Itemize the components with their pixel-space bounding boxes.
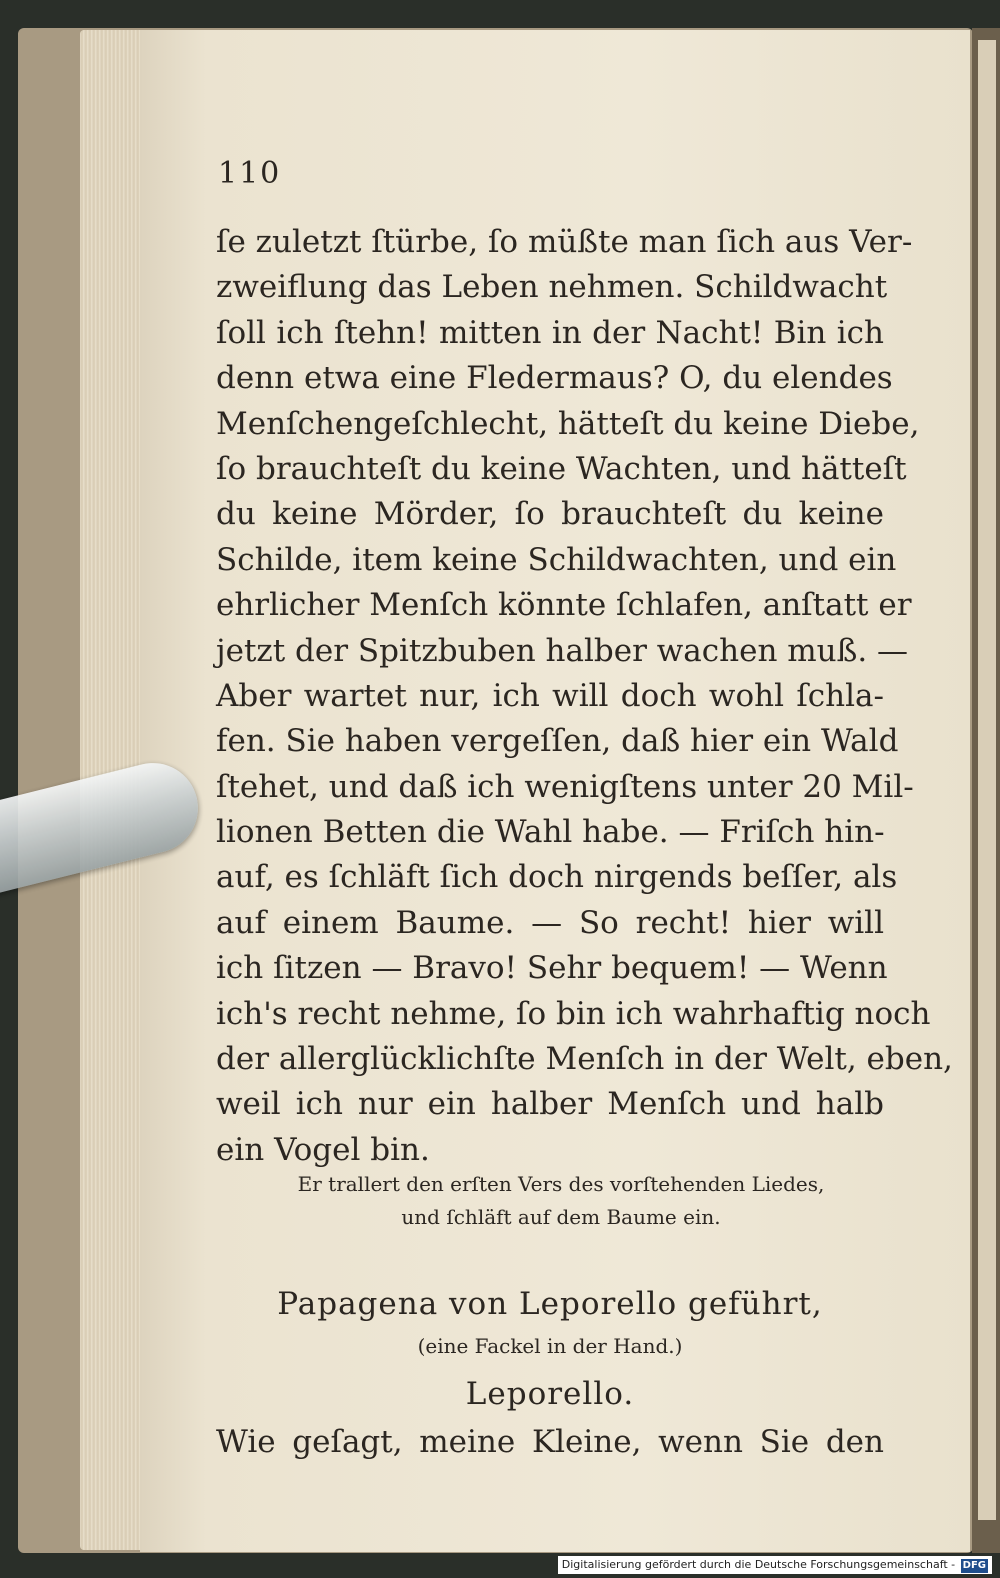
text-line: jetzt der Spitzbuben halber wachen muß. — xyxy=(216,632,909,669)
dfg-logo: DFG xyxy=(962,1560,986,1571)
text-line: weil ich nur ein halber Menſch und halb xyxy=(216,1086,884,1123)
text-line: lionen Betten die Wahl habe. — Friſch hin- xyxy=(216,814,885,851)
text-line: ein Vogel bin. xyxy=(216,1131,430,1168)
speaker-name: Leporello. xyxy=(465,1376,635,1412)
text-line: Schilde, item keine Schildwachten, und ein xyxy=(216,541,897,578)
text-line: ſo brauchteſt du keine Wachten, und hätteſt xyxy=(216,450,907,487)
text-line: ich ſitzen — Bravo! Sehr bequem! — Wenn xyxy=(216,950,888,987)
text-line: Aber wartet nur, ich will doch wohl ſchla- xyxy=(216,677,884,714)
text-line: der allerglücklichſte Menſch in der Welt, eben, xyxy=(216,1041,953,1078)
footer-credit-text: Digitalisierung gefördert durch die Deutsche Forschungsgemeinschaft - xyxy=(561,1558,956,1571)
page-number: 110 xyxy=(218,156,282,191)
text-line: denn etwa eine Fledermaus? O, du elendes xyxy=(216,360,893,397)
text-line: fen. Sie haben vergeſſen, daß hier ein Wald xyxy=(216,723,899,760)
character-entry: Papagena von Leporello geführt, xyxy=(277,1286,823,1322)
text-line: auf, es ſchläft ſich doch nirgends beſſer, als xyxy=(216,859,898,896)
stage-direction-line: Er trallert den erſten Vers des vorſtehenden Liedes, xyxy=(297,1172,825,1196)
text-line: zweiflung das Leben nehmen. Schildwacht xyxy=(216,269,888,306)
text-line: du keine Mörder, ſo brauchteſt du keine xyxy=(216,496,884,533)
footer-credit xyxy=(558,1556,992,1574)
text-line: Menſchengeſchlecht, hätteſt du keine Diebe, xyxy=(216,405,920,442)
text-line: ſtehet, und daß ich wenigſtens unter 20 Mil- xyxy=(216,768,914,805)
text-line: ehrlicher Menſch könnte ſchlafen, anſtatt er xyxy=(216,587,912,624)
text-line: ſoll ich ſtehn! mitten in der Nacht! Bin ich xyxy=(216,314,884,351)
stage-direction xyxy=(236,1168,886,1234)
text-line: ſe zuletzt ſtürbe, ſo müßte man ſich aus Ver- xyxy=(216,224,913,260)
character-entry-note: (eine Fackel in der Hand.) xyxy=(417,1334,683,1358)
text-line: ich's recht nehme, ſo bin ich wahrhaftig noch xyxy=(216,995,931,1032)
body-text xyxy=(216,220,953,1173)
text-line: auf einem Baume. — So recht! hier will xyxy=(216,904,884,941)
text-line: Wie geſagt, meine Kleine, wenn Sie den xyxy=(216,1424,884,1460)
stage-direction-line: und ſchläft auf dem Baume ein. xyxy=(401,1205,721,1229)
next-page-edge xyxy=(978,40,996,1520)
